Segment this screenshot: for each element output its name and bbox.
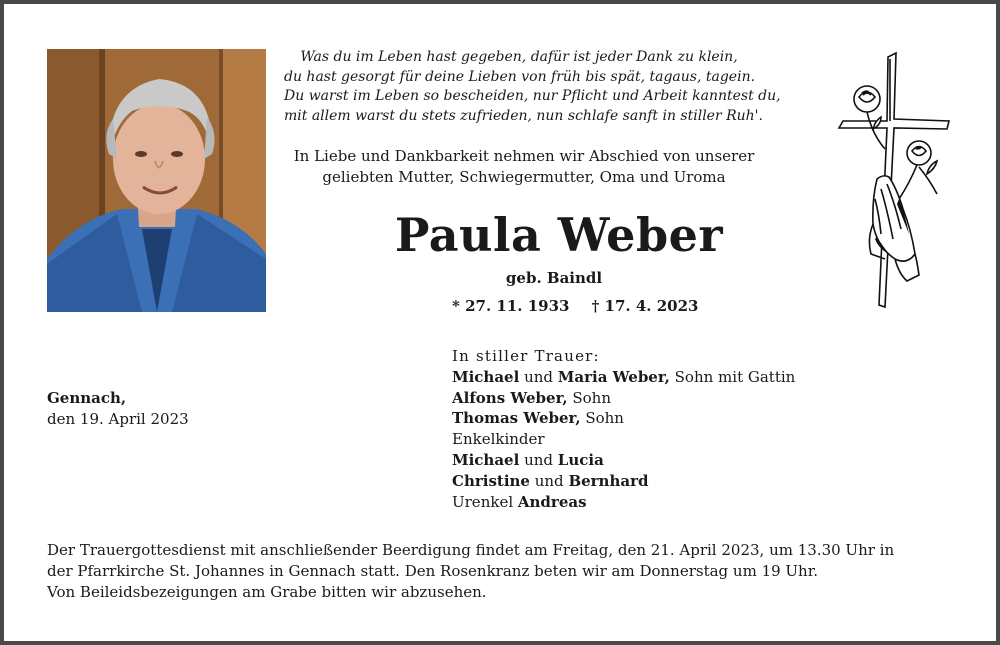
cross-with-roses-and-praying-hands-icon: [837, 49, 952, 311]
deceased-name: Paula Weber: [394, 208, 724, 262]
poem-line: Was du im Leben hast gegeben, dafür ist jeder Dank zu klein,: [300, 49, 738, 65]
poem: [284, 48, 781, 126]
mourner-name: Andreas: [517, 492, 587, 511]
mourner-line: [452, 367, 795, 388]
mourner-line: [452, 388, 795, 409]
mourner-line: [452, 408, 795, 429]
notice-line: der Pfarrkirche St. Johannes in Gennach statt. Den Rosenkranz beten wir am Donnerstag um 19 Uhr.: [47, 562, 819, 580]
poem-line: du hast gesorgt für deine Lieben von früh bis spät, tagaus, tagein.: [284, 68, 756, 85]
mourner-text: und: [519, 367, 558, 386]
mourner-text: und: [529, 471, 569, 490]
mourner-name: Alfons Weber,: [452, 388, 568, 407]
farewell-intro: [264, 146, 784, 188]
mourner-line: [452, 492, 795, 513]
mourner-relation: Sohn: [567, 388, 612, 407]
poem-line: mit allem warst du stets zufrieden, nun schlafe sanft in stiller Ruh'.: [284, 107, 763, 124]
mourner-line: [452, 450, 795, 471]
mourner-line: Enkelkinder: [452, 430, 545, 449]
place-town: Gennach,: [47, 389, 127, 407]
intro-line: In Liebe und Dankbarkeit nehmen wir Abschied von unserer: [293, 147, 755, 165]
notice-line: Von Beileidsbezeigungen am Grabe bitten wir abzusehen.: [47, 583, 487, 601]
birth-date: * 27. 11. 1933: [452, 297, 570, 315]
poem-line: Du warst im Leben so bescheiden, nur Pflicht und Arbeit kanntest du,: [284, 88, 781, 104]
portrait-photo: [47, 49, 266, 312]
notice-line: Der Trauergottesdienst mit anschließender Beerdigung findet am Freitag, den 21. April 2023, um 13.30 Uhr in: [47, 541, 895, 559]
maiden-name: geb. Baindl: [505, 269, 603, 287]
place-and-date: [47, 388, 189, 430]
funeral-notice: [47, 540, 967, 603]
mourner-line: [452, 471, 795, 492]
mourner-name: Thomas Weber,: [452, 409, 581, 428]
mourners-heading: In stiller Trauer:: [452, 347, 600, 365]
death-date: † 17. 4. 2023: [591, 297, 699, 315]
obituary-card: [4, 4, 996, 641]
mourner-name: Michael: [452, 450, 520, 469]
mourner-name: Maria Weber,: [557, 367, 670, 386]
life-dates: [452, 297, 698, 315]
place-date: den 19. April 2023: [47, 409, 189, 428]
intro-line: geliebten Mutter, Schwiegermutter, Oma und Uroma: [322, 168, 726, 186]
mourner-relation: Sohn: [580, 409, 624, 428]
mourner-name: Christine: [452, 471, 530, 490]
mourner-relation: Sohn mit Gattin: [669, 367, 796, 386]
mourner-text: Urenkel: [452, 492, 518, 511]
mourner-text: und: [519, 450, 558, 469]
mourners-list: [452, 346, 795, 512]
mourner-name: Lucia: [557, 450, 604, 469]
mourner-name: Michael: [452, 367, 520, 386]
mourner-name: Bernhard: [568, 471, 649, 490]
